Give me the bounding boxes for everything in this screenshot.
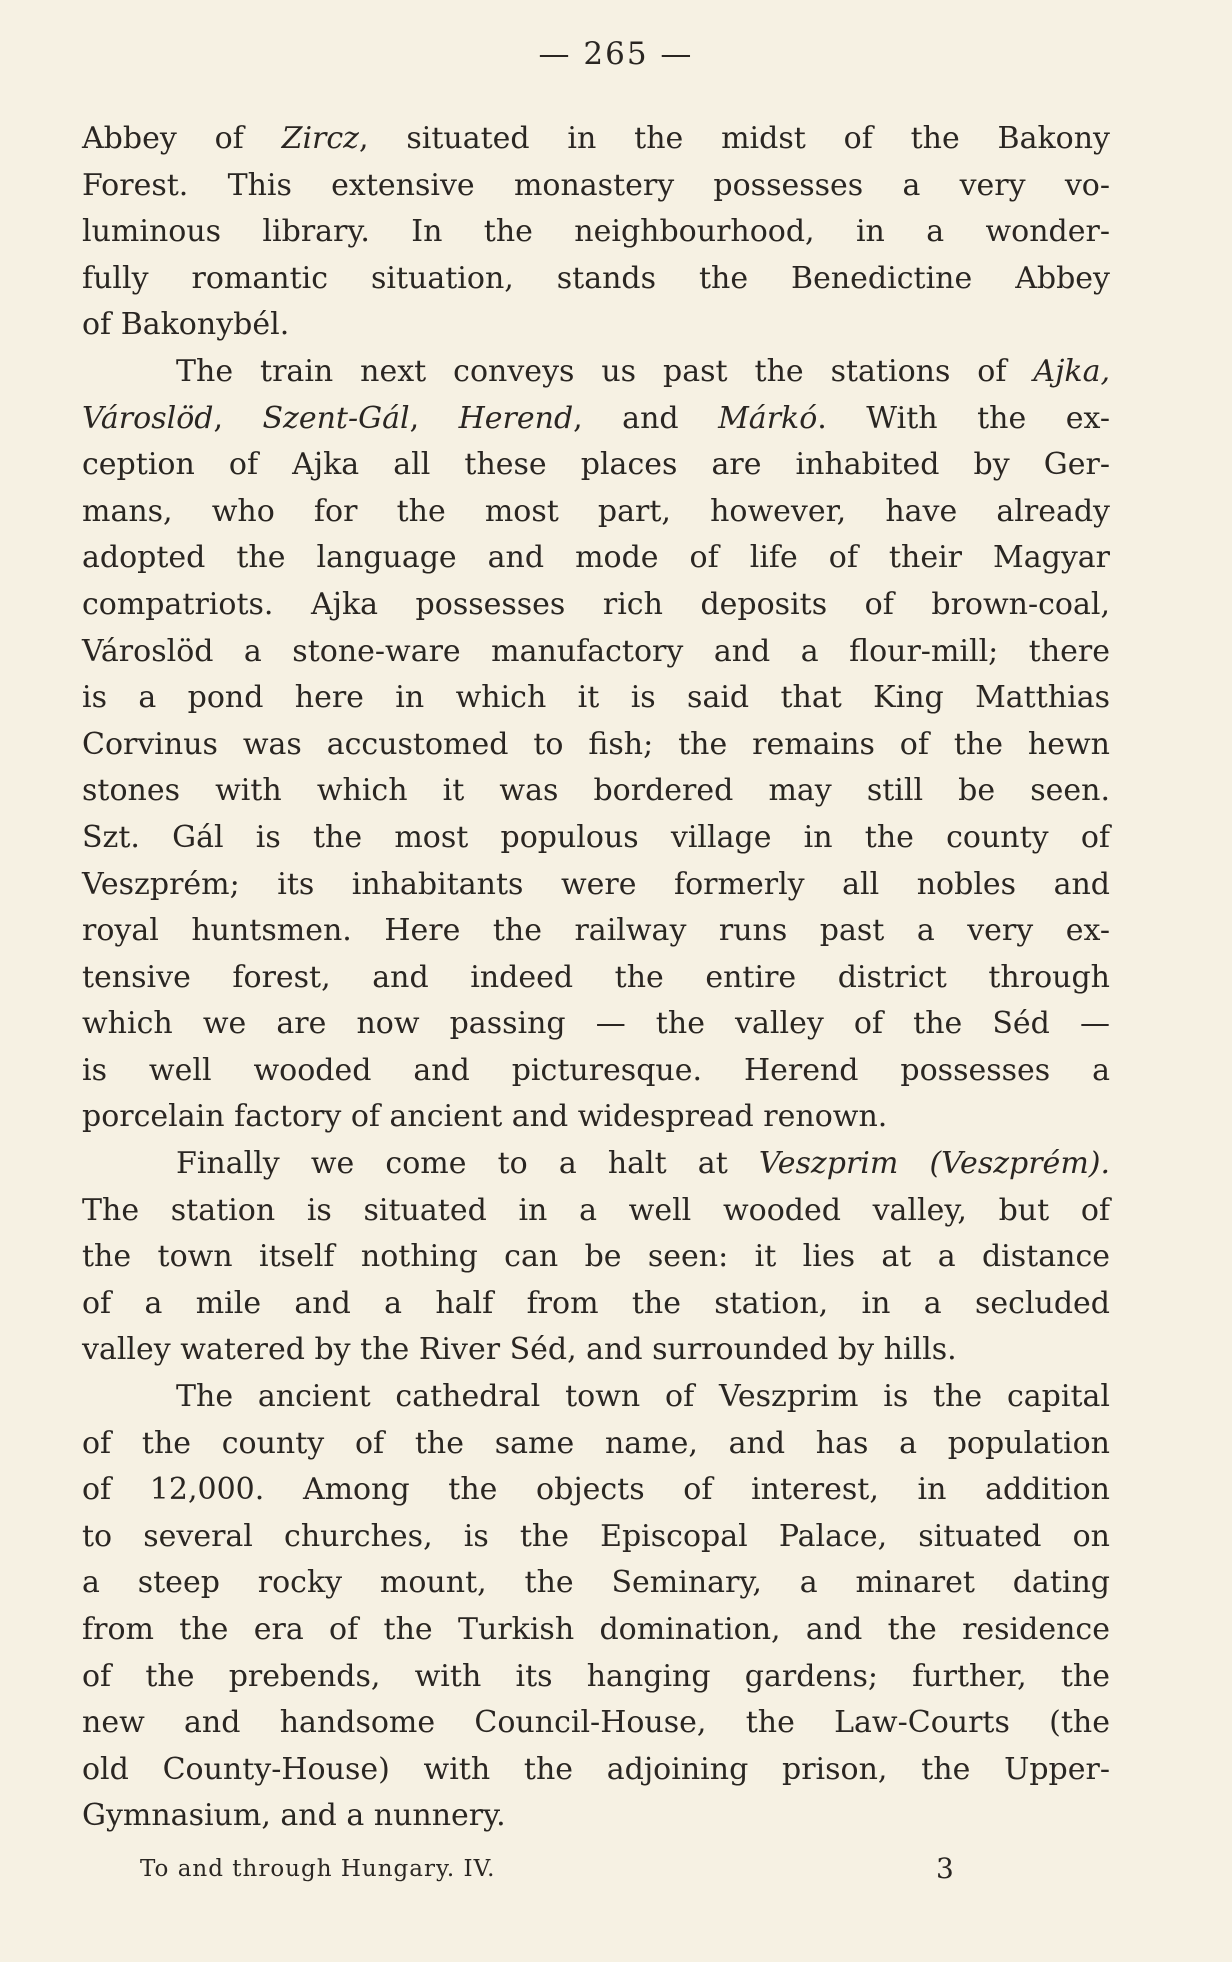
text-line: is well wooded and picturesque. Herend possesses a <box>82 1052 1110 1088</box>
text-line: The station is situated in a well wooded valley, but of <box>82 1192 1110 1228</box>
place-name: Márkó <box>718 400 818 436</box>
text-line: Városlöd a stone-ware manufactory and a flour-mill; there <box>82 633 1110 669</box>
place-name: Szent-Gál <box>262 400 410 436</box>
text-line: Veszprém; its inhabitants were formerly all nobles and <box>82 866 1110 902</box>
text-line: Szt. Gál is the most populous village in the county of <box>82 819 1110 855</box>
text-line: royal huntsmen. Here the railway runs past a very ex- <box>82 913 1110 949</box>
text-line: tensive forest, and indeed the entire district through <box>82 959 1110 995</box>
text-line: Forest. This extensive monastery possesses a very vo- <box>82 167 1110 203</box>
text-line: Corvinus was accustomed to fish; the remains of the hewn <box>82 726 1110 762</box>
text-line: of the prebends, with its hanging gardens; further, the <box>82 1658 1110 1694</box>
text-line: stones with which it was bordered may still be seen. <box>82 773 1110 809</box>
text-line: is a pond here in which it is said that King Matthias <box>82 680 1110 716</box>
text-line: to several churches, is the Episcopal Palace, situated on <box>82 1518 1110 1554</box>
text-line: Abbey of Zircz, situated in the midst of the Bakony <box>82 121 1111 156</box>
text-line: of Bakonybél. <box>82 307 290 343</box>
text-line: Finally we come to a halt at Veszprim (Veszprém). <box>176 1146 1111 1182</box>
text-line: Városlöd, Szent-Gál, Herend, and Márkó. With the ex- <box>82 400 1110 436</box>
text-line: ception of Ajka all these places are inhabited by Ger- <box>82 447 1110 483</box>
place-name: Zircz <box>281 121 359 156</box>
page-number: — 265 — <box>538 36 694 72</box>
text-line: from the era of the Turkish domination, and the residence <box>82 1612 1110 1647</box>
text-line: The train next conveys us past the stations of Ajka, <box>176 353 1110 389</box>
text-line: porcelain factory of ancient and widespread renown. <box>82 1099 888 1135</box>
text-line: the town itself nothing can be seen: it lies at a distance <box>82 1239 1110 1275</box>
text-line: of the county of the same name, and has a population <box>82 1425 1110 1461</box>
text-line: luminous library. In the neighbourhood, in a wonder- <box>82 214 1110 250</box>
text-line: a steep rocky mount, the Seminary, a minaret dating <box>82 1565 1110 1601</box>
text-line: Gymnasium, and a nunnery. <box>82 1798 506 1834</box>
text-line: compatriots. Ajka possesses rich deposits of brown-coal, <box>82 586 1110 622</box>
body-text <box>82 116 1110 1840</box>
text-line: valley watered by the River Séd, and surrounded by hills. <box>82 1332 957 1368</box>
text-line: old County-House) with the adjoining prison, the Upper- <box>82 1751 1110 1787</box>
text-line: of a mile and a half from the station, in a secluded <box>82 1285 1110 1321</box>
text-line: which we are now passing — the valley of the Séd — <box>82 1006 1110 1042</box>
signature-mark: 3 <box>936 1852 954 1885</box>
text-line: fully romantic situation, stands the Benedictine Abbey <box>82 260 1110 296</box>
text-line: new and handsome Council-House, the Law-Courts (the <box>82 1705 1110 1741</box>
place-name: Ajka, <box>1033 353 1110 389</box>
text-line: of 12,000. Among the objects of interest, in addition <box>82 1472 1110 1508</box>
text-line: adopted the language and mode of life of their Magyar <box>82 540 1110 576</box>
place-name: Herend <box>458 400 574 436</box>
text-line: The ancient cathedral town of Veszprim is the capital <box>176 1379 1110 1415</box>
text-line: mans, who for the most part, however, have already <box>82 493 1110 529</box>
place-name: Veszprim (Veszprém). <box>758 1146 1111 1182</box>
footer-running-title: To and through Hungary. IV. <box>140 1856 496 1882</box>
place-name: Városlöd <box>82 400 214 436</box>
